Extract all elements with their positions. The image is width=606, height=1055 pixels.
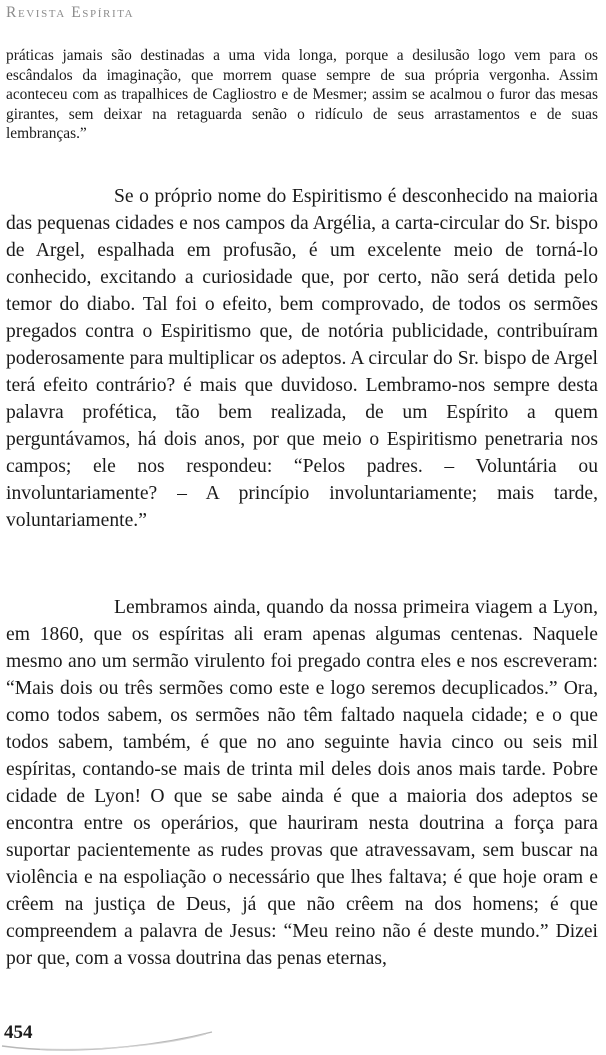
body-paragraph-2: Lembramos ainda, quando da nossa primeira viagem a Lyon, em 1860, que os espíritas ali eram apenas algumas centenas. Naquele mesmo ano um sermão virulento foi pregado contra eles e nos escreveram: “Mais dois ou três sermões como este e logo seremos decuplicados.” Ora, como todos sabem, os sermões não têm faltado naquela cidade; e o que todos sabem, também, é que no ano seguinte havia cinco ou seis mil espíritas, contando-se mais de trinta mil deles dois anos mais tarde. Pobre cidade de Lyon! O que se sabe ainda é que a maioria dos adeptos se encontra entre os operários, que hauriram nesta doutrina a força para suportar pacientemente as rudes provas que atravessavam, sem buscar na violência e na espoliação o necessário que lhes faltava; é que hoje oram e crêem na justiça de Deus, já que não crêem na dos homens; é que compreendem a palavra de Jesus: “Meu reino não é deste mundo.” Dizei por que, com a vossa doutrina das penas eternas, xyxy=(6,597,598,969)
running-header-title: Revista Espírita xyxy=(6,4,135,21)
body-paragraph-1: Se o próprio nome do Espiritismo é desconhecido na maioria das pequenas cidades e nos campos da Argélia, a carta-circular do Sr. bispo de Argel, espalhada em profusão, é um excelente meio de torná-lo conhecido, excitando a curiosidade que, por certo, não será detida pelo temor do diabo. Tal foi o efeito, bem comprovado, de todos os sermões pregados contra o Espiritismo que, de notória publicidade, contribuíram poderosamente para multiplicar os adeptos. A circular do Sr. bispo de Argel terá efeito contrário? é mais que duvidoso. Lembramo-nos sempre desta palavra profética, tão bem realizada, de um Espírito a quem perguntávamos, há dois anos, por que meio o Espiritismo penetraria nos campos; ele nos respondeu: “Pelos padres. – Voluntária ou involuntariamente? – A princípio involuntariamente; mais tarde, voluntariamente.” xyxy=(6,186,598,531)
quoted-passage: práticas jamais são destinadas a uma vida longa, porque a desilusão logo vem para os escândalos da imaginação, que morrem quase sempre de sua própria vergonha. Assim aconteceu com as trapalhices de Cagliostro e de Mesmer; assim se acalmou o furor das mesas girantes, sem deixar na retaguarda senão o ridículo de seus arrastamentos e de suas lembranças.” xyxy=(6,47,598,143)
page-number: 454 xyxy=(4,1022,33,1043)
page-number-swoosh-decoration xyxy=(0,1024,220,1052)
